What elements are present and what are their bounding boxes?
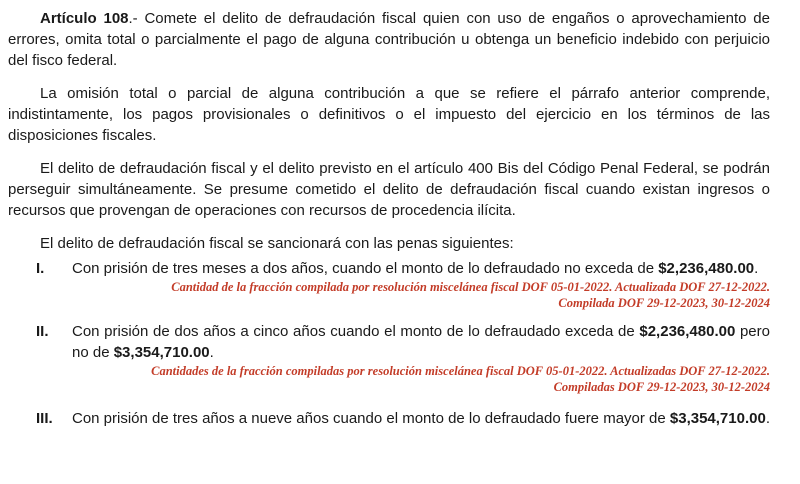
fraction-III-amount: $3,354,710.00 (669, 410, 766, 427)
fraction-I (8, 258, 770, 279)
dof-note-fraction-II (8, 363, 770, 395)
fraction-II-numeral: II. (36, 323, 49, 340)
fraction-III-text (72, 408, 770, 429)
fraction-III (8, 408, 770, 429)
article-number-label: Artículo 108 (40, 10, 129, 27)
fraction-I-numeral: I. (36, 260, 45, 277)
article-lead-paragraph (8, 8, 770, 71)
paragraph-400bis: El delito de defraudación fiscal y el delito previsto en el artículo 400 Bis del Código Penal Federal, se podrán perseguir simultáneamente. Se presume cometido el delito de defraudación fiscal cuando existan ingresos o recursos que provengan de operaciones con recursos de procedencia ilícita. (8, 160, 770, 219)
fraction-II-amount-lower: $2,236,480.00 (639, 323, 736, 340)
article-lead-text: .- Comete el delito de defraudación fiscal quien con uso de engaños o aprovechamiento de errores, omita total o parcialmente el pago de alguna contribución u obtenga un beneficio indebido con perjuicio del fisco federal. (8, 10, 770, 69)
fraction-I-text (72, 258, 770, 279)
fraction-II-connector: pero no de (72, 323, 770, 361)
fraction-III-period: . (765, 410, 770, 427)
fraction-III-numeral: III. (36, 410, 53, 427)
fraction-II-period: . (209, 344, 214, 361)
fraction-II-body: Con prisión de dos años a cinco años cuando el monto de lo defraudado exceda de (72, 323, 640, 340)
fraction-I-amount: $2,236,480.00 (658, 260, 755, 277)
fraction-II (8, 321, 770, 363)
dof-note-I-line2: Compilada DOF 29-12-2023, 30-12-2024 (558, 296, 770, 310)
paragraph-penalties-intro: El delito de defraudación fiscal se sancionará con las penas siguientes: (40, 235, 514, 252)
fraction-III-body: Con prisión de tres años a nueve años cuando el monto de lo defraudado fuere mayor de (72, 410, 670, 427)
fraction-I-period: . (754, 260, 759, 277)
fraction-II-amount-upper: $3,354,710.00 (113, 344, 210, 361)
fraction-II-text (72, 321, 770, 363)
dof-note-I-line1: Cantidad de la fracción compilada por resolución miscelánea fiscal DOF 05-01-2022. Actualizada DOF 27-12-2022. (171, 280, 770, 294)
dof-note-II-line2: Compiladas DOF 29-12-2023, 30-12-2024 (553, 380, 770, 394)
paragraph-omission: La omisión total o parcial de alguna contribución a que se refiere el párrafo anterior comprende, indistintamente, los pagos provisionales o definitivos o el impuesto del ejercicio en los términos de las disposiciones fiscales. (8, 85, 770, 144)
dof-note-fraction-I (8, 279, 770, 311)
dof-note-II-line1: Cantidades de la fracción compiladas por resolución miscelánea fiscal DOF 05-01-2022. Actualizadas DOF 27-12-2022. (151, 364, 770, 378)
fraction-I-body: Con prisión de tres meses a dos años, cuando el monto de lo defraudado no exceda de (72, 260, 659, 277)
